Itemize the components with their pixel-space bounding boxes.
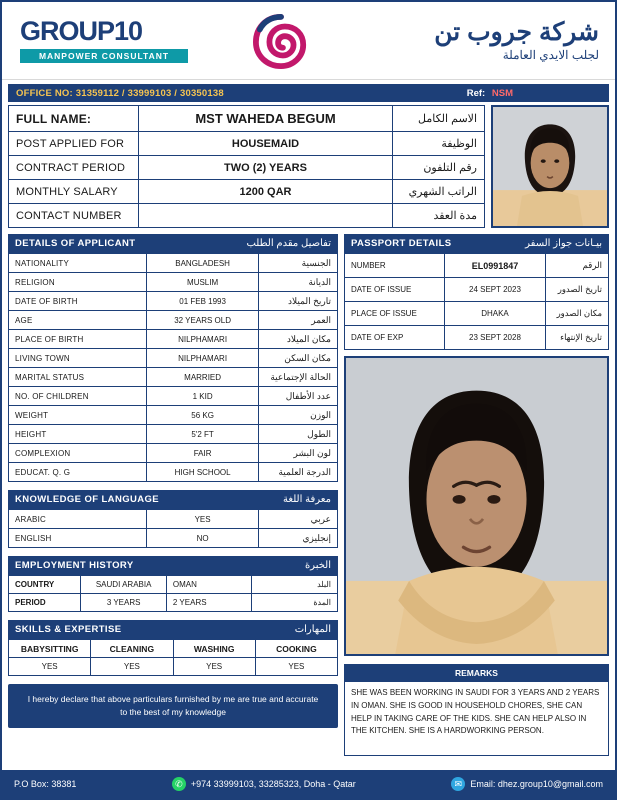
logo-number: 10 bbox=[114, 16, 143, 46]
table-row bbox=[9, 204, 485, 228]
table-row bbox=[345, 254, 609, 278]
field-arabic: تاريخ الميلاد bbox=[259, 292, 338, 311]
field-value: MARRIED bbox=[147, 368, 259, 387]
field-label: NATIONALITY bbox=[9, 254, 147, 273]
field-label: COMPLEXION bbox=[9, 444, 147, 463]
employment-country-2: OMAN bbox=[166, 576, 252, 594]
applicant-section-header bbox=[8, 234, 338, 253]
skill-header: COOKING bbox=[255, 640, 337, 658]
full-name-value: MST WAHEDA BEGUM bbox=[139, 106, 393, 132]
field-value: NILPHAMARI bbox=[147, 349, 259, 368]
office-number: OFFICE NO: 31359112 / 33999103 / 30350138 bbox=[16, 87, 224, 99]
table-row bbox=[9, 349, 338, 368]
table-row bbox=[9, 180, 485, 204]
language-label: ENGLISH bbox=[9, 529, 147, 548]
swirl-logo-icon bbox=[252, 13, 310, 69]
table-row bbox=[9, 406, 338, 425]
applicant-section-title-arabic: تفاصيل مقدم الطلب bbox=[246, 238, 331, 249]
main-columns bbox=[8, 234, 609, 756]
field-label: NO. OF CHILDREN bbox=[9, 387, 147, 406]
skills-section-header bbox=[8, 620, 338, 639]
passport-field-arabic: مكان الصدور bbox=[545, 302, 608, 326]
passport-field-label: NUMBER bbox=[345, 254, 445, 278]
field-value: 1 KID bbox=[147, 387, 259, 406]
skill-value: YES bbox=[9, 658, 91, 676]
arabic-subtitle: لجلب الايدي العاملة bbox=[502, 48, 599, 63]
table-row bbox=[9, 387, 338, 406]
applicant-portrait-photo bbox=[344, 356, 609, 656]
passport-section-title-arabic: بيـانات جواز السفر bbox=[525, 238, 602, 249]
table-row bbox=[9, 658, 338, 676]
language-label: ARABIC bbox=[9, 510, 147, 529]
table-row bbox=[9, 330, 338, 349]
skill-value: YES bbox=[255, 658, 337, 676]
skill-header: WASHING bbox=[173, 640, 255, 658]
contract-value: TWO (2) YEARS bbox=[139, 156, 393, 180]
table-row bbox=[9, 368, 338, 387]
table-row bbox=[9, 156, 485, 180]
field-value: 01 FEB 1993 bbox=[147, 292, 259, 311]
reference-value: NSM bbox=[491, 87, 513, 99]
passport-section-header bbox=[344, 234, 609, 253]
passport-field-label: PLACE OF ISSUE bbox=[345, 302, 445, 326]
table-row bbox=[345, 326, 609, 350]
field-value: 56 KG bbox=[147, 406, 259, 425]
field-label: HEIGHT bbox=[9, 425, 147, 444]
passport-section-title: PASSPORT DETAILS bbox=[351, 238, 452, 249]
whatsapp-icon: ✆ bbox=[172, 777, 186, 791]
field-label: EDUCAT. Q. G bbox=[9, 463, 147, 482]
field-arabic: الدرجة العلمية bbox=[259, 463, 338, 482]
field-value: MUSLIM bbox=[147, 273, 259, 292]
company-logo bbox=[12, 18, 192, 63]
field-label: PLACE OF BIRTH bbox=[9, 330, 147, 349]
top-info-table bbox=[8, 105, 485, 228]
table-row bbox=[9, 132, 485, 156]
salary-label: MONTHLY SALARY bbox=[9, 180, 139, 204]
document-footer bbox=[2, 770, 615, 798]
contact-arabic: مدة العقد bbox=[393, 204, 485, 228]
document-header bbox=[2, 2, 615, 80]
top-info-section bbox=[8, 105, 609, 228]
right-column bbox=[344, 234, 609, 756]
passport-field-value: EL0991847 bbox=[445, 254, 545, 278]
center-emblem bbox=[192, 13, 370, 69]
pobox-block bbox=[14, 779, 76, 789]
skills-table bbox=[8, 639, 338, 676]
email-block[interactable] bbox=[451, 777, 603, 791]
language-value: YES bbox=[147, 510, 259, 529]
employment-row-arabic: البلد bbox=[252, 576, 338, 594]
language-section-title: KNOWLEDGE OF LANGUAGE bbox=[15, 494, 160, 505]
employment-row-label: COUNTRY bbox=[9, 576, 81, 594]
email-text[interactable]: Email: dhez.group10@gmail.com bbox=[470, 779, 604, 789]
field-label: DATE OF BIRTH bbox=[9, 292, 147, 311]
field-arabic: الديانة bbox=[259, 273, 338, 292]
table-row bbox=[9, 444, 338, 463]
applicant-details-table bbox=[8, 253, 338, 482]
field-label: MARITAL STATUS bbox=[9, 368, 147, 387]
skill-value: YES bbox=[173, 658, 255, 676]
field-label: RELIGION bbox=[9, 273, 147, 292]
language-arabic: إنجليزي bbox=[259, 529, 338, 548]
field-arabic: الطول bbox=[259, 425, 338, 444]
email-icon: ✉ bbox=[451, 777, 465, 791]
applicant-section-title: DETAILS OF APPLICANT bbox=[15, 238, 136, 249]
logo-tagline: MANPOWER CONSULTANT bbox=[20, 49, 188, 63]
remarks-header: REMARKS bbox=[344, 664, 609, 682]
language-value: NO bbox=[147, 529, 259, 548]
employment-country-1: SAUDI ARABIA bbox=[81, 576, 167, 594]
reference-label: Ref: bbox=[466, 87, 486, 99]
language-section-header bbox=[8, 490, 338, 509]
field-arabic: مكان الميلاد bbox=[259, 330, 338, 349]
language-table bbox=[8, 509, 338, 548]
field-label: AGE bbox=[9, 311, 147, 330]
phone-block bbox=[172, 777, 356, 791]
passport-field-arabic: الرقم bbox=[545, 254, 608, 278]
field-arabic: لون البشر bbox=[259, 444, 338, 463]
table-row bbox=[9, 576, 338, 594]
skill-value: YES bbox=[91, 658, 173, 676]
left-column bbox=[8, 234, 338, 756]
field-arabic: عدد الأطفال bbox=[259, 387, 338, 406]
employment-section-title: EMPLOYMENT HISTORY bbox=[15, 560, 134, 571]
table-row bbox=[9, 273, 338, 292]
field-label: LIVING TOWN bbox=[9, 349, 147, 368]
arabic-company-name bbox=[370, 19, 605, 63]
employment-row-arabic: المدة bbox=[252, 594, 338, 612]
field-value: 5'2 FT bbox=[147, 425, 259, 444]
passport-field-label: DATE OF EXP bbox=[345, 326, 445, 350]
office-contact-bar bbox=[8, 84, 609, 102]
table-row bbox=[9, 311, 338, 330]
employment-row-label: PERIOD bbox=[9, 594, 81, 612]
employment-period-2: 2 YEARS bbox=[166, 594, 252, 612]
phone-text: +974 33999103, 33285323, Doha - Qatar bbox=[190, 779, 356, 789]
field-arabic: العمر bbox=[259, 311, 338, 330]
passport-field-value: 23 SEPT 2028 bbox=[445, 326, 545, 350]
post-label: POST APPLIED FOR bbox=[9, 132, 139, 156]
passport-field-arabic: تاريخ الإنتهاء bbox=[545, 326, 608, 350]
contract-arabic: رقم التلفون bbox=[393, 156, 485, 180]
skills-section-title-arabic: المهارات bbox=[294, 624, 331, 635]
salary-value: 1200 QAR bbox=[139, 180, 393, 204]
logo-word: GROUP bbox=[20, 16, 115, 46]
declaration-text: I hereby declare that above particulars furnished by me are true and accurate to the best of my knowledge bbox=[8, 684, 338, 728]
language-arabic: عربي bbox=[259, 510, 338, 529]
employment-period-1: 3 YEARS bbox=[81, 594, 167, 612]
contract-label: CONTRACT PERIOD bbox=[9, 156, 139, 180]
skill-header: CLEANING bbox=[91, 640, 173, 658]
passport-field-value: 24 SEPT 2023 bbox=[445, 278, 545, 302]
field-arabic: مكان السكن bbox=[259, 349, 338, 368]
employment-section-title-arabic: الخبرة bbox=[304, 560, 331, 571]
applicant-passport-photo bbox=[491, 105, 609, 228]
table-row bbox=[9, 106, 485, 132]
field-value: HIGH SCHOOL bbox=[147, 463, 259, 482]
passport-field-value: DHAKA bbox=[445, 302, 545, 326]
logo-text bbox=[20, 18, 192, 45]
table-row bbox=[9, 640, 338, 658]
table-row bbox=[9, 254, 338, 273]
table-row bbox=[9, 510, 338, 529]
salary-arabic: الراتب الشهري bbox=[393, 180, 485, 204]
reference-block bbox=[467, 88, 601, 99]
full-name-label: FULL NAME: bbox=[9, 106, 139, 132]
post-arabic: الوظيفة bbox=[393, 132, 485, 156]
contact-value bbox=[139, 204, 393, 228]
field-arabic: الجنسية bbox=[259, 254, 338, 273]
passport-table bbox=[344, 253, 609, 350]
portrait-illustration bbox=[346, 358, 607, 656]
table-row bbox=[345, 278, 609, 302]
field-arabic: الوزن bbox=[259, 406, 338, 425]
field-arabic: الحالة الإجتماعية bbox=[259, 368, 338, 387]
arabic-title: شركة جروب تن bbox=[434, 17, 599, 46]
table-row bbox=[9, 292, 338, 311]
skill-header: BABYSITTING bbox=[9, 640, 91, 658]
pobox-text: P.O Box: 38381 bbox=[14, 779, 77, 789]
field-value: 32 YEARS OLD bbox=[147, 311, 259, 330]
employment-section-header bbox=[8, 556, 338, 575]
contact-label: CONTACT NUMBER bbox=[9, 204, 139, 228]
table-row bbox=[9, 425, 338, 444]
table-row bbox=[9, 529, 338, 548]
photo-illustration bbox=[493, 107, 607, 228]
table-row bbox=[9, 463, 338, 482]
employment-table bbox=[8, 575, 338, 612]
table-row bbox=[345, 302, 609, 326]
language-section-title-arabic: معرفة اللغة bbox=[283, 494, 331, 505]
passport-field-label: DATE OF ISSUE bbox=[345, 278, 445, 302]
full-name-arabic: الاسم الكامل bbox=[393, 106, 485, 132]
passport-field-arabic: تاريخ الصدور bbox=[545, 278, 608, 302]
field-value: BANGLADESH bbox=[147, 254, 259, 273]
field-value: FAIR bbox=[147, 444, 259, 463]
remarks-text: SHE WAS BEEN WORKING IN SAUDI FOR 3 YEARS AND 2 YEARS IN OMAN. SHE IS GOOD IN HOUSEHOLD CHORES, SHE CAN HELP IN TAKING CARE OF THE KIDS. SHE CAN HELP ALSO IN THE KITCHEN. SHE IS A HARDWORKING PERSON. bbox=[344, 682, 609, 756]
skills-section-title: SKILLS & EXPERTISE bbox=[15, 624, 122, 635]
field-value: NILPHAMARI bbox=[147, 330, 259, 349]
table-row bbox=[9, 594, 338, 612]
field-label: WEIGHT bbox=[9, 406, 147, 425]
post-value: HOUSEMAID bbox=[139, 132, 393, 156]
